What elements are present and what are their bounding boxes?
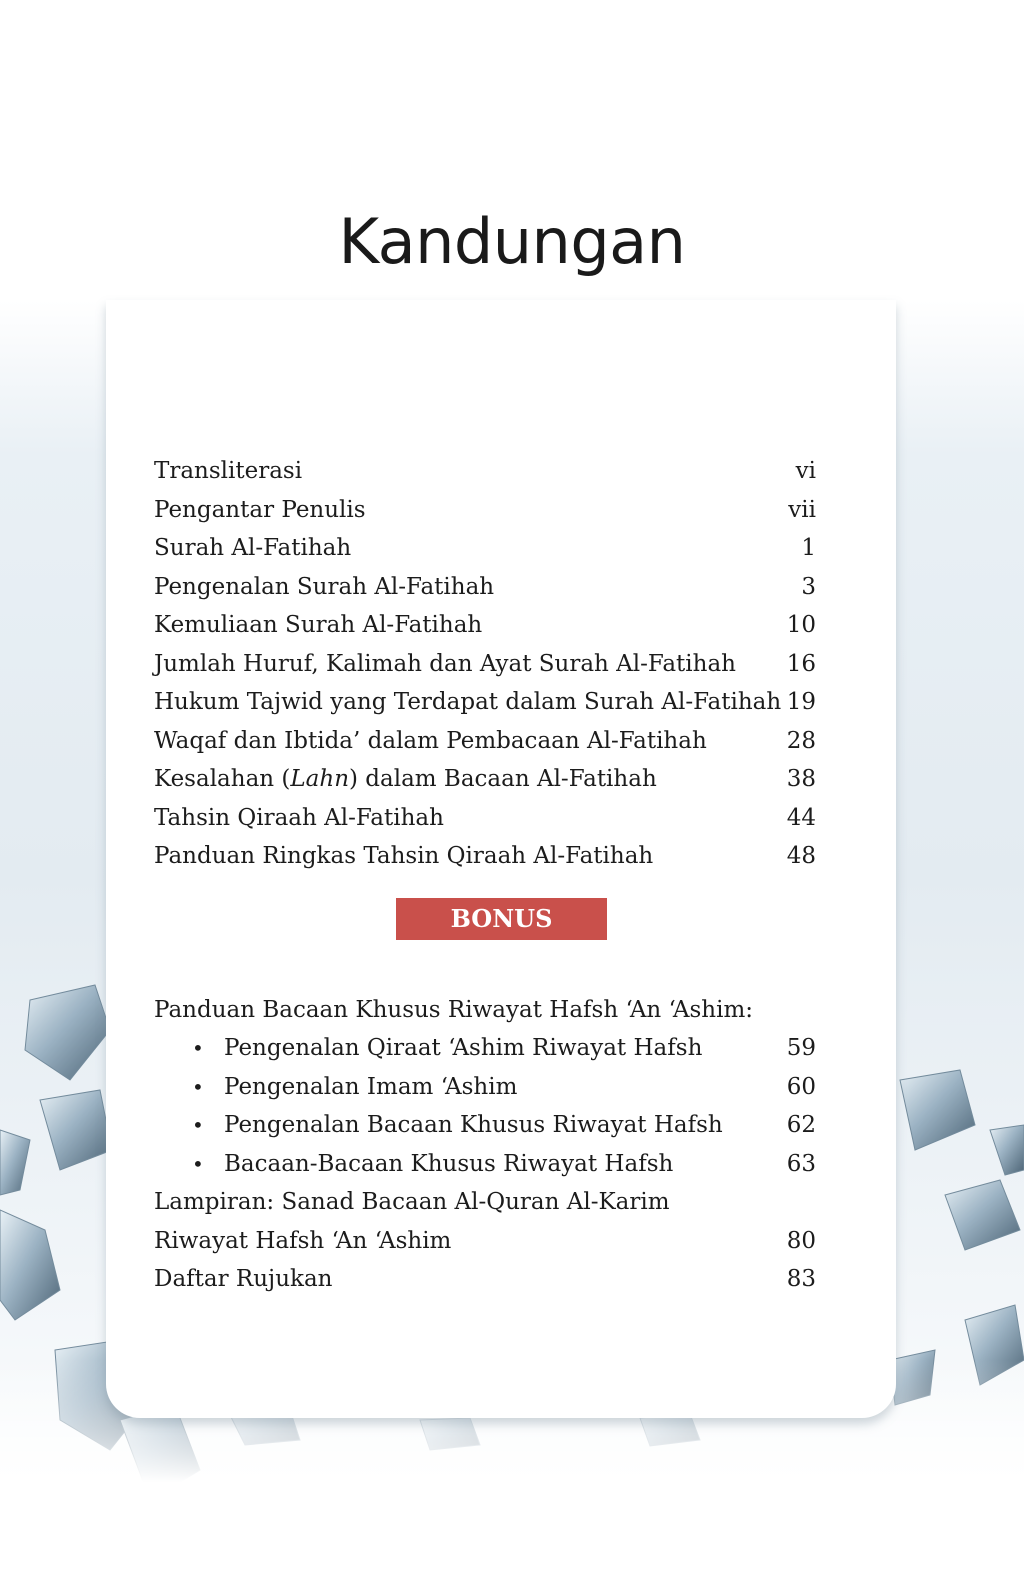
toc-entry-label: Transliterasi — [154, 458, 303, 484]
toc-entry-page: 16 — [786, 650, 816, 677]
toc-entry-page: 59 — [786, 1035, 816, 1061]
toc-entry-transliterasi[interactable] — [154, 452, 816, 491]
toc-sub-entry-pengenalan-qiraat[interactable] — [154, 1029, 816, 1068]
toc-entry-label — [192, 1068, 517, 1107]
toc-sub-entry-pengenalan-bacaan[interactable] — [154, 1106, 816, 1145]
toc-entry-waqaf-ibtida[interactable] — [154, 722, 816, 761]
toc-entry-label-italic: Lahn — [290, 766, 350, 792]
toc-entry-page: 3 — [801, 573, 816, 600]
toc-entry-lampiran-line2[interactable] — [154, 1222, 816, 1261]
toc-entry-label — [154, 760, 657, 799]
toc-entry-pengenalan-surah[interactable] — [154, 568, 816, 607]
toc-entry-label: Riwayat Hafsh ‘An ‘Ashim — [154, 1227, 452, 1254]
toc-entry-page: 1 — [801, 535, 816, 561]
toc-entry-label: Kemuliaan Surah Al-Fatihah — [154, 612, 483, 638]
toc-bonus-heading[interactable] — [154, 991, 816, 1030]
toc-entry-label-before: Kesalahan ( — [154, 766, 291, 792]
toc-entry-pengantar-penulis[interactable] — [154, 491, 816, 530]
toc-sub-entry-pengenalan-imam[interactable] — [154, 1068, 816, 1107]
toc-entry-lampiran-line1[interactable] — [154, 1183, 816, 1222]
toc-entry-text: Pengenalan Imam ‘Ashim — [224, 1073, 518, 1100]
toc-entry-text: Bacaan-Bacaan Khusus Riwayat Hafsh — [224, 1150, 674, 1177]
toc-entry-kemuliaan-surah[interactable] — [154, 606, 816, 645]
toc-entry-label: Lampiran: Sanad Bacaan Al-Quran Al-Karim — [154, 1189, 670, 1215]
bullet-icon: • — [192, 1113, 204, 1137]
toc-entry-kesalahan-lahn[interactable] — [154, 760, 816, 799]
toc-entry-daftar-rujukan[interactable] — [154, 1260, 816, 1299]
page-title: Kandungan — [338, 205, 686, 278]
toc-entry-label — [192, 1029, 702, 1068]
toc-entry-surah-al-fatihah[interactable] — [154, 529, 816, 568]
toc-entry-tahsin-qiraah[interactable] — [154, 799, 816, 838]
toc-entry-label: Tahsin Qiraah Al-Fatihah — [154, 804, 444, 831]
toc-entry-label-after: ) dalam Bacaan Al-Fatihah — [349, 766, 657, 792]
toc-entry-panduan-ringkas[interactable] — [154, 837, 816, 876]
toc-entry-label: Surah Al-Fatihah — [154, 535, 352, 561]
toc-entry-page: 44 — [786, 804, 816, 831]
toc-entry-label: Waqaf dan Ibtida’ dalam Pembacaan Al-Fatihah — [154, 727, 707, 754]
bonus-section — [154, 876, 816, 991]
toc-entry-label: Pengantar Penulis — [154, 496, 366, 523]
table-of-contents — [154, 452, 816, 1299]
toc-entry-page: 80 — [786, 1227, 816, 1254]
toc-entry-label: Jumlah Huruf, Kalimah dan Ayat Surah Al-Fatihah — [154, 650, 736, 677]
toc-entry-page: 48 — [786, 843, 816, 869]
toc-entry-label: Panduan Ringkas Tahsin Qiraah Al-Fatihah — [154, 843, 654, 869]
toc-entry-page: 28 — [786, 727, 816, 754]
toc-entry-label — [192, 1145, 673, 1184]
toc-entry-hukum-tajwid[interactable] — [154, 683, 816, 722]
toc-entry-page: 60 — [786, 1073, 816, 1100]
toc-entry-text: Pengenalan Bacaan Khusus Riwayat Hafsh — [224, 1112, 723, 1138]
bonus-label: BONUS — [396, 898, 607, 940]
toc-entry-page: vii — [788, 496, 816, 523]
toc-entry-label: Panduan Bacaan Khusus Riwayat Hafsh ‘An ‘Ashim: — [154, 996, 754, 1023]
toc-entry-page: 83 — [786, 1266, 816, 1292]
toc-entry-page: 10 — [786, 612, 816, 638]
toc-entry-jumlah-huruf[interactable] — [154, 645, 816, 684]
bullet-icon: • — [192, 1074, 204, 1099]
toc-entry-label — [192, 1106, 723, 1145]
bullet-icon: • — [192, 1036, 204, 1060]
bullet-icon: • — [192, 1151, 204, 1176]
toc-entry-page: 19 — [786, 689, 816, 715]
toc-entry-page: vi — [795, 458, 816, 484]
toc-entry-label: Hukum Tajwid yang Terdapat dalam Surah Al-Fatihah — [154, 689, 782, 715]
diamond-right-cluster-icon — [890, 1070, 1024, 1405]
toc-entry-page: 38 — [786, 766, 816, 792]
toc-entry-label: Daftar Rujukan — [154, 1266, 333, 1292]
toc-sub-entry-bacaan-bacaan[interactable] — [154, 1145, 816, 1184]
toc-entry-text: Pengenalan Qiraat ‘Ashim Riwayat Hafsh — [224, 1035, 703, 1061]
toc-entry-page: 62 — [786, 1112, 816, 1138]
toc-entry-label: Pengenalan Surah Al-Fatihah — [154, 573, 495, 600]
toc-entry-page: 63 — [786, 1150, 816, 1177]
